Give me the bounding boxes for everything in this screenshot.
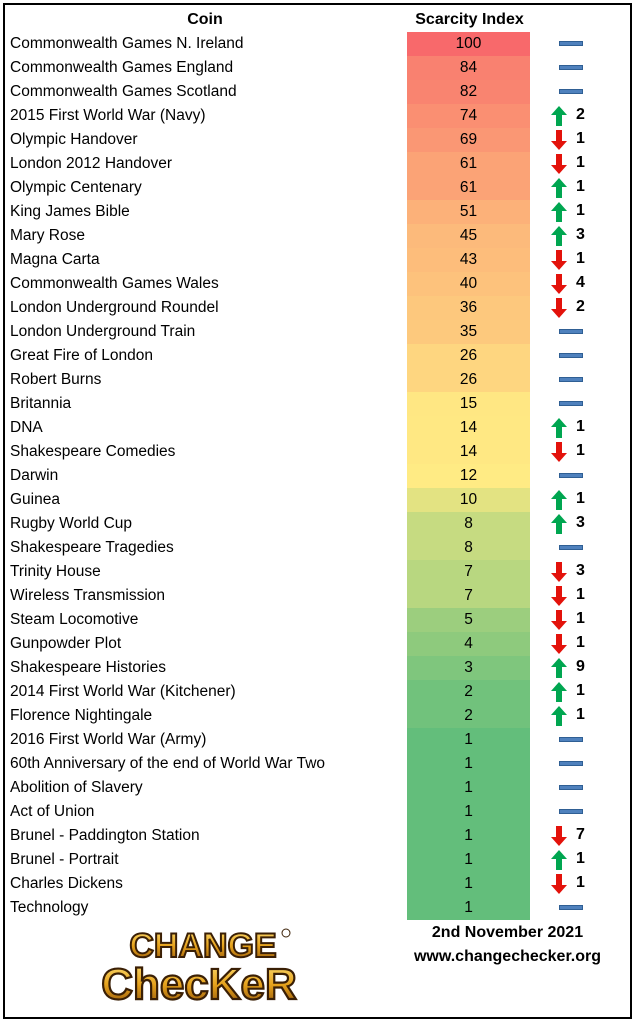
rank-change xyxy=(545,128,605,152)
scarcity-value: 14 xyxy=(407,416,530,440)
column-header-coin: Coin xyxy=(187,11,223,28)
arrow-down-icon xyxy=(551,874,567,894)
coin-name: 2015 First World War (Navy) xyxy=(10,107,206,124)
table-row xyxy=(5,488,630,512)
coin-name: Shakespeare Comedies xyxy=(10,443,176,460)
coin-name: London Underground Roundel xyxy=(10,299,219,316)
arrow-down-icon xyxy=(551,298,567,318)
no-change-icon xyxy=(559,785,583,790)
rank-change xyxy=(545,440,605,464)
table-row xyxy=(5,272,630,296)
arrow-down-icon xyxy=(551,634,567,654)
scarcity-value: 1 xyxy=(407,896,530,920)
rank-change xyxy=(545,824,605,848)
rank-change xyxy=(545,896,605,920)
rank-change xyxy=(545,104,605,128)
rank-change-amount: 1 xyxy=(576,706,585,723)
table-row xyxy=(5,56,630,80)
scarcity-value: 1 xyxy=(407,752,530,776)
arrow-down-icon xyxy=(551,250,567,270)
rank-change xyxy=(545,176,605,200)
no-change-icon xyxy=(559,809,583,814)
coin-name: Trinity House xyxy=(10,563,101,580)
arrow-up-icon xyxy=(551,418,567,438)
scarcity-value: 15 xyxy=(407,392,530,416)
arrow-up-icon xyxy=(551,178,567,198)
rank-change-amount: 1 xyxy=(576,610,585,627)
rank-change xyxy=(545,56,605,80)
arrow-up-icon xyxy=(551,202,567,222)
scarcity-value: 1 xyxy=(407,728,530,752)
coin-name: London 2012 Handover xyxy=(10,155,173,172)
rank-change-amount: 1 xyxy=(576,154,585,171)
coin-name: Florence Nightingale xyxy=(10,707,153,724)
rank-change xyxy=(545,800,605,824)
coin-name: Olympic Centenary xyxy=(10,179,142,196)
scarcity-value: 35 xyxy=(407,320,530,344)
table-row xyxy=(5,800,630,824)
table-row xyxy=(5,296,630,320)
arrow-up-icon xyxy=(551,682,567,702)
coin-name: Mary Rose xyxy=(10,227,85,244)
scarcity-value: 2 xyxy=(407,704,530,728)
table-row xyxy=(5,536,630,560)
rank-change-amount: 2 xyxy=(576,106,585,123)
table-row xyxy=(5,176,630,200)
rank-change xyxy=(545,584,605,608)
coin-name: 60th Anniversary of the end of World War Two xyxy=(10,755,326,772)
rank-change xyxy=(545,656,605,680)
scarcity-value: 1 xyxy=(407,776,530,800)
no-change-icon xyxy=(559,401,583,406)
arrow-up-icon xyxy=(551,226,567,246)
coin-name: Steam Locomotive xyxy=(10,611,139,628)
no-change-icon xyxy=(559,905,583,910)
arrow-up-icon xyxy=(551,706,567,726)
coin-name: Act of Union xyxy=(10,803,95,820)
arrow-down-icon xyxy=(551,586,567,606)
table-row xyxy=(5,824,630,848)
table-row xyxy=(5,896,630,920)
rank-change xyxy=(545,152,605,176)
scarcity-table xyxy=(3,3,632,1019)
logo-text-change: CHANGE xyxy=(129,927,277,965)
scarcity-value: 26 xyxy=(407,344,530,368)
scarcity-value: 5 xyxy=(407,608,530,632)
table-row xyxy=(5,200,630,224)
rank-change xyxy=(545,464,605,488)
scarcity-value: 51 xyxy=(407,200,530,224)
coin-name: Olympic Handover xyxy=(10,131,138,148)
no-change-icon xyxy=(559,89,583,94)
scarcity-value: 10 xyxy=(407,488,530,512)
scarcity-value: 82 xyxy=(407,80,530,104)
scarcity-value: 1 xyxy=(407,824,530,848)
table-row xyxy=(5,320,630,344)
coin-name: 2014 First World War (Kitchener) xyxy=(10,683,236,700)
rank-change xyxy=(545,272,605,296)
coin-name: DNA xyxy=(10,419,43,436)
rank-change-amount: 1 xyxy=(576,586,585,603)
table-row xyxy=(5,344,630,368)
arrow-down-icon xyxy=(551,274,567,294)
rank-change xyxy=(545,512,605,536)
rank-change xyxy=(545,392,605,416)
table-row xyxy=(5,416,630,440)
scarcity-value: 74 xyxy=(407,104,530,128)
coin-name: Guinea xyxy=(10,491,60,508)
no-change-icon xyxy=(559,545,583,550)
rank-change-amount: 3 xyxy=(576,514,585,531)
scarcity-value: 14 xyxy=(407,440,530,464)
rank-change xyxy=(545,560,605,584)
table-row xyxy=(5,104,630,128)
coin-name: Commonwealth Games England xyxy=(10,59,234,76)
table-row xyxy=(5,512,630,536)
rank-change xyxy=(545,416,605,440)
rank-change-amount: 1 xyxy=(576,874,585,891)
rank-change-amount: 1 xyxy=(576,130,585,147)
table-row xyxy=(5,752,630,776)
coin-name: Brunel - Portrait xyxy=(10,851,119,868)
rank-change xyxy=(545,608,605,632)
rank-change xyxy=(545,632,605,656)
coin-name: 2016 First World War (Army) xyxy=(10,731,207,748)
rank-change xyxy=(545,488,605,512)
table-row xyxy=(5,632,630,656)
rank-change xyxy=(545,80,605,104)
column-header-scarcity-index: Scarcity Index xyxy=(415,11,524,28)
table-row xyxy=(5,392,630,416)
scarcity-value: 40 xyxy=(407,272,530,296)
rank-change xyxy=(545,368,605,392)
coin-name: Britannia xyxy=(10,395,72,412)
scarcity-value: 1 xyxy=(407,872,530,896)
scarcity-value: 36 xyxy=(407,296,530,320)
coin-name: Charles Dickens xyxy=(10,875,123,892)
coin-name: Commonwealth Games N. Ireland xyxy=(10,35,244,52)
rank-change-amount: 1 xyxy=(576,250,585,267)
rank-change-amount: 3 xyxy=(576,562,585,579)
rank-change-amount: 1 xyxy=(576,490,585,507)
no-change-icon xyxy=(559,65,583,70)
rank-change-amount: 1 xyxy=(576,178,585,195)
rank-change xyxy=(545,32,605,56)
table-row xyxy=(5,440,630,464)
rank-change xyxy=(545,680,605,704)
table-row xyxy=(5,224,630,248)
rank-change-amount: 7 xyxy=(576,826,585,843)
no-change-icon xyxy=(559,353,583,358)
coin-name: Robert Burns xyxy=(10,371,102,388)
rank-change-amount: 1 xyxy=(576,682,585,699)
rank-change xyxy=(545,224,605,248)
table-row xyxy=(5,368,630,392)
rank-change xyxy=(545,200,605,224)
arrow-down-icon xyxy=(551,610,567,630)
arrow-down-icon xyxy=(551,442,567,462)
rank-change xyxy=(545,872,605,896)
rank-change-amount: 2 xyxy=(576,298,585,315)
coin-name: Gunpowder Plot xyxy=(10,635,122,652)
rank-change-amount: 1 xyxy=(576,634,585,651)
rank-change-amount: 1 xyxy=(576,418,585,435)
no-change-icon xyxy=(559,737,583,742)
coin-name: London Underground Train xyxy=(10,323,196,340)
scarcity-value: 61 xyxy=(407,152,530,176)
coin-name: Commonwealth Games Scotland xyxy=(10,83,237,100)
table-row xyxy=(5,32,630,56)
coin-name: Abolition of Slavery xyxy=(10,779,143,796)
rank-change-amount: 9 xyxy=(576,658,585,675)
table-row xyxy=(5,584,630,608)
no-change-icon xyxy=(559,41,583,46)
arrow-up-icon xyxy=(551,658,567,678)
rank-change xyxy=(545,248,605,272)
coin-name: King James Bible xyxy=(10,203,130,220)
table-row xyxy=(5,80,630,104)
arrow-down-icon xyxy=(551,562,567,582)
coin-name: Wireless Transmission xyxy=(10,587,166,604)
rank-change-amount: 1 xyxy=(576,850,585,867)
table-row xyxy=(5,560,630,584)
coin-name: Shakespeare Histories xyxy=(10,659,166,676)
scarcity-value: 7 xyxy=(407,560,530,584)
website-link[interactable]: www.changechecker.org xyxy=(413,948,602,965)
arrow-up-icon xyxy=(551,850,567,870)
table-row xyxy=(5,656,630,680)
scarcity-value: 8 xyxy=(407,536,530,560)
scarcity-value: 43 xyxy=(407,248,530,272)
table-row xyxy=(5,704,630,728)
scarcity-value: 4 xyxy=(407,632,530,656)
table-row xyxy=(5,872,630,896)
scarcity-value: 2 xyxy=(407,680,530,704)
rank-change xyxy=(545,728,605,752)
change-checker-logo xyxy=(83,923,323,1005)
table-row xyxy=(5,728,630,752)
scarcity-value: 26 xyxy=(407,368,530,392)
scarcity-value: 45 xyxy=(407,224,530,248)
scarcity-value: 84 xyxy=(407,56,530,80)
rank-change-amount: 1 xyxy=(576,442,585,459)
arrow-up-icon xyxy=(551,106,567,126)
arrow-up-icon xyxy=(551,514,567,534)
coin-name: Brunel - Paddington Station xyxy=(10,827,200,844)
coin-name: Shakespeare Tragedies xyxy=(10,539,174,556)
no-change-icon xyxy=(559,377,583,382)
table-row xyxy=(5,464,630,488)
rank-change xyxy=(545,848,605,872)
coin-name: Magna Carta xyxy=(10,251,100,268)
arrow-up-icon xyxy=(551,490,567,510)
arrow-down-icon xyxy=(551,154,567,174)
scarcity-value: 7 xyxy=(407,584,530,608)
table-row xyxy=(5,776,630,800)
rank-change xyxy=(545,320,605,344)
rank-change-amount: 4 xyxy=(576,274,585,291)
coin-name: Darwin xyxy=(10,467,59,484)
scarcity-value: 69 xyxy=(407,128,530,152)
rank-change xyxy=(545,776,605,800)
logo-text-checker: ChecKeR xyxy=(101,960,297,1005)
scarcity-value: 61 xyxy=(407,176,530,200)
arrow-down-icon xyxy=(551,826,567,846)
coin-name: Great Fire of London xyxy=(10,347,154,364)
rank-change-amount: 3 xyxy=(576,226,585,243)
coin-name: Commonwealth Games Wales xyxy=(10,275,219,292)
rank-change xyxy=(545,296,605,320)
table-row xyxy=(5,248,630,272)
rank-change-amount: 1 xyxy=(576,202,585,219)
scarcity-value: 3 xyxy=(407,656,530,680)
no-change-icon xyxy=(559,761,583,766)
rank-change xyxy=(545,704,605,728)
scarcity-value: 8 xyxy=(407,512,530,536)
report-date: 2nd November 2021 xyxy=(431,924,584,941)
arrow-down-icon xyxy=(551,130,567,150)
scarcity-value: 1 xyxy=(407,800,530,824)
table-row xyxy=(5,128,630,152)
coin-name: Technology xyxy=(10,899,89,916)
rank-change xyxy=(545,752,605,776)
scarcity-value: 1 xyxy=(407,848,530,872)
no-change-icon xyxy=(559,473,583,478)
no-change-icon xyxy=(559,329,583,334)
table-row xyxy=(5,848,630,872)
scarcity-value: 12 xyxy=(407,464,530,488)
rank-change xyxy=(545,344,605,368)
table-row xyxy=(5,680,630,704)
scarcity-value: 100 xyxy=(407,32,530,56)
table-row xyxy=(5,152,630,176)
coin-name: Rugby World Cup xyxy=(10,515,133,532)
table-row xyxy=(5,608,630,632)
rank-change xyxy=(545,536,605,560)
